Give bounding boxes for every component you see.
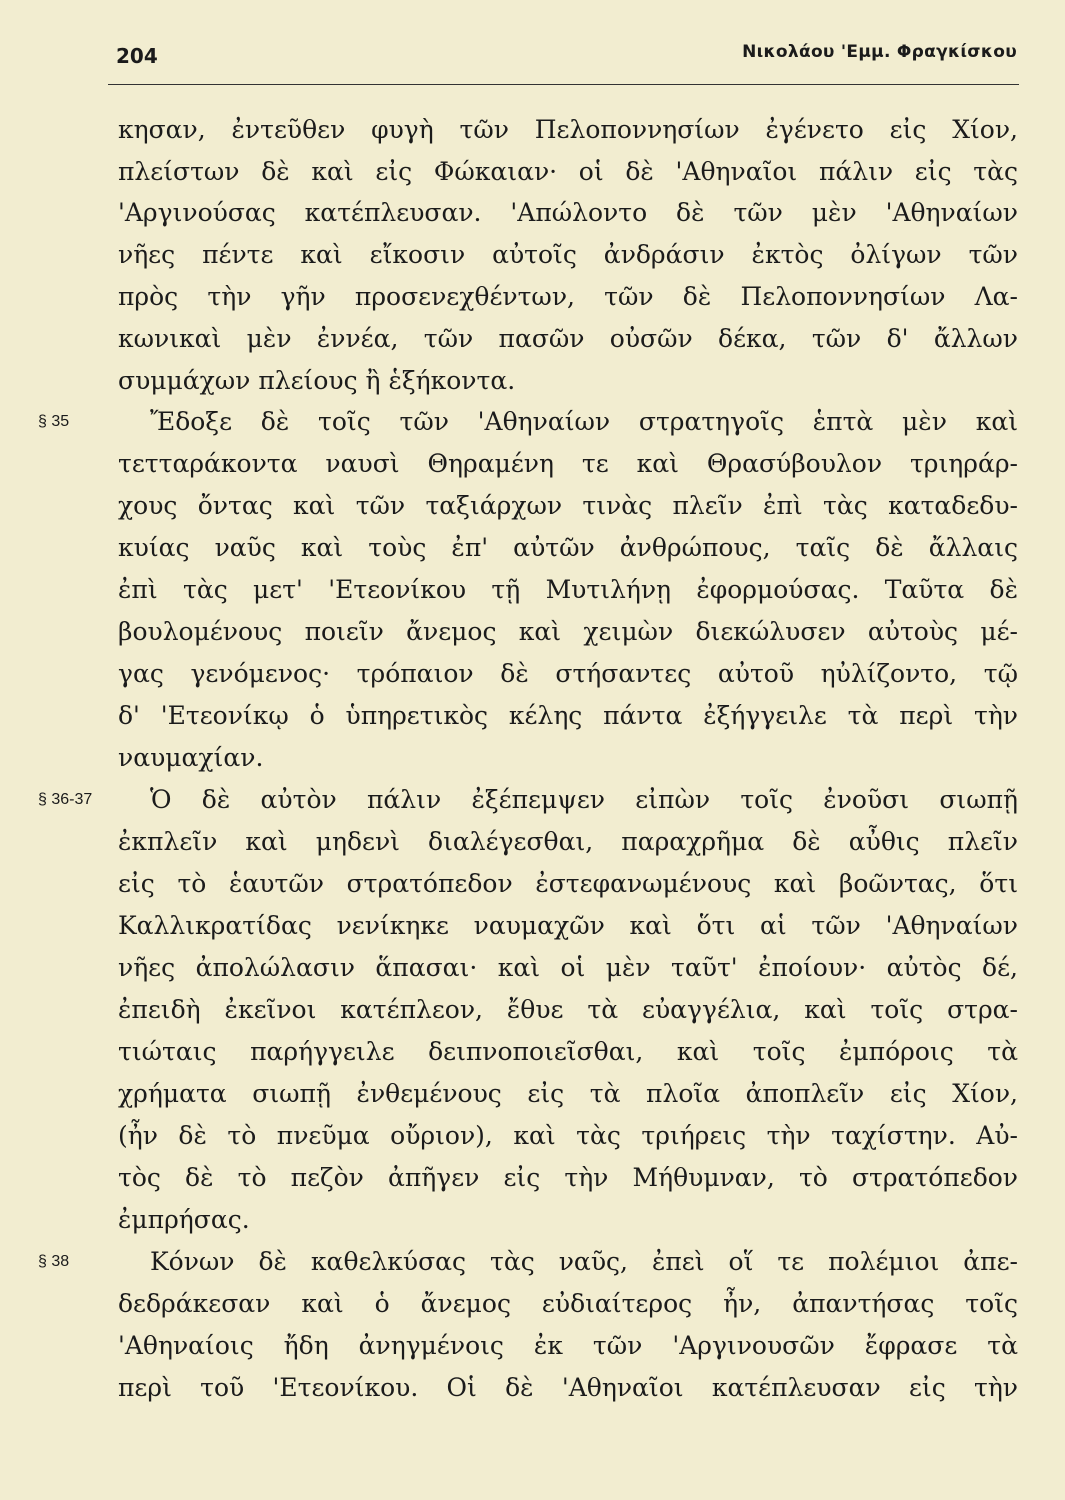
paragraph-marker: § 35 [38,413,70,430]
text-line: Καλλικρατίδας νενίκηκε ναυμαχῶν καὶ ὅτι αἱ τῶν 'Αθηναίων [118,911,1018,940]
text-line: (ἦν δὲ τὸ πνεῦμα οὔριον), καὶ τὰς τριήρεις τὴν ταχίστην. Αὐ- [118,1121,1018,1150]
text-line: βουλομένους ποιεῖν ἄνεμος καὶ χειμὼν διεκώλυσεν αὐτοὺς μέ- [118,617,1018,646]
text-line: κωνικαὶ μὲν ἐννέα, τῶν πασῶν οὐσῶν δέκα, τῶν δ' ἄλλων [118,324,1018,353]
text-line: εἰς τὸ ἑαυτῶν στρατόπεδον ἐστεφανωμένους καὶ βοῶντας, ὅτι [118,869,1018,898]
text-line: συμμάχων πλείους ἢ ἑξήκοντα. [118,366,516,395]
text-line: Ὁ δὲ αὐτὸν πάλιν ἐξέπεμψεν εἰπὼν τοῖς ἐνοῦσι σιωπῇ [150,785,1018,814]
text-line: ἐμπρήσας. [118,1205,250,1234]
paragraph-marker: § 38 [38,1253,70,1270]
text-line: κυίας ναῦς καὶ τοὺς ἐπ' αὐτῶν ἀνθρώπους, ταῖς δὲ ἄλλαις [118,533,1018,562]
text-line: 'Αθηναίοις ἤδη ἀνηγμένοις ἐκ τῶν 'Αργινουσῶν ἔφρασε τὰ [118,1331,1018,1360]
text-line: νῆες πέντε καὶ εἴκοσιν αὐτοῖς ἀνδράσιν ἐκτὸς ὀλίγων τῶν [118,240,1018,269]
text-line: δεδράκεσαν καὶ ὁ ἄνεμος εὐδιαίτερος ἦν, ἀπαντήσας τοῖς [118,1289,1018,1318]
text-line: νῆες ἀπολώλασιν ἅπασαι· καὶ οἱ μὲν ταῦτ' ἐποίουν· αὐτὸς δέ, [118,953,1018,982]
text-line: Ἔδοξε δὲ τοῖς τῶν 'Αθηναίων στρατηγοῖς ἑπτὰ μὲν καὶ [150,407,1018,436]
text-line: 'Αργινούσας κατέπλευσαν. 'Απώλοντο δὲ τῶν μὲν 'Αθηναίων [118,198,1018,227]
text-line: ἐπειδὴ ἐκεῖνοι κατέπλεον, ἔθυε τὰ εὐαγγέλια, καὶ τοῖς στρα- [118,995,1018,1024]
text-line: τὸς δὲ τὸ πεζὸν ἀπῆγεν εἰς τὴν Μήθυμναν, τὸ στρατόπεδον [118,1163,1018,1192]
text-line: χρήματα σιωπῇ ἐνθεμένους εἰς τὰ πλοῖα ἀποπλεῖν εἰς Χίον, [118,1079,1018,1108]
text-line: τετταράκοντα ναυσὶ Θηραμένη τε καὶ Θρασύβουλον τριηράρ- [118,449,1018,478]
text-line: Κόνων δὲ καθελκύσας τὰς ναῦς, ἐπεὶ οἵ τε πολέμιοι ἀπε- [150,1247,1018,1276]
text-line: γας γενόμενος· τρόπαιον δὲ στήσαντες αὐτοῦ ηὐλίζοντο, τῷ [118,659,1018,688]
text-line: χους ὄντας καὶ τῶν ταξιάρχων τινὰς πλεῖν ἐπὶ τὰς καταδεδυ- [118,491,1018,520]
text-line: ἐκπλεῖν καὶ μηδενὶ διαλέγεσθαι, παραχρῆμα δὲ αὖθις πλεῖν [118,827,1018,856]
header-rule [108,84,1019,85]
text-line: δ' 'Ετεονίκῳ ὁ ὑπηρετικὸς κέλης πάντα ἐξήγγειλε τὰ περὶ τὴν [118,701,1018,730]
text-line: κησαν, ἐντεῦθεν φυγὴ τῶν Πελοποννησίων ἐγένετο εἰς Χίον, [118,115,1018,144]
text-line: πλείστων δὲ καὶ εἰς Φώκαιαν· οἱ δὲ 'Αθηναῖοι πάλιν εἰς τὰς [118,157,1018,186]
running-head: Νικολάου 'Εμμ. Φραγκίσκου [742,42,1017,62]
text-line: ναυμαχίαν. [118,743,264,772]
text-line: πρὸς τὴν γῆν προσενεχθέντων, τῶν δὲ Πελοποννησίων Λα- [118,282,1018,311]
text-line: περὶ τοῦ 'Ετεονίκου. Οἱ δὲ 'Αθηναῖοι κατέπλευσαν εἰς τὴν [118,1373,1018,1402]
page-number: 204 [116,44,158,68]
text-line: τιώταις παρήγγειλε δειπνοποιεῖσθαι, καὶ τοῖς ἐμπόροις τὰ [118,1037,1018,1066]
paragraph-marker: § 36-37 [38,791,93,808]
text-line: ἐπὶ τὰς μετ' 'Ετεονίκου τῇ Μυτιλήνῃ ἐφορμούσας. Ταῦτα δὲ [118,575,1018,604]
